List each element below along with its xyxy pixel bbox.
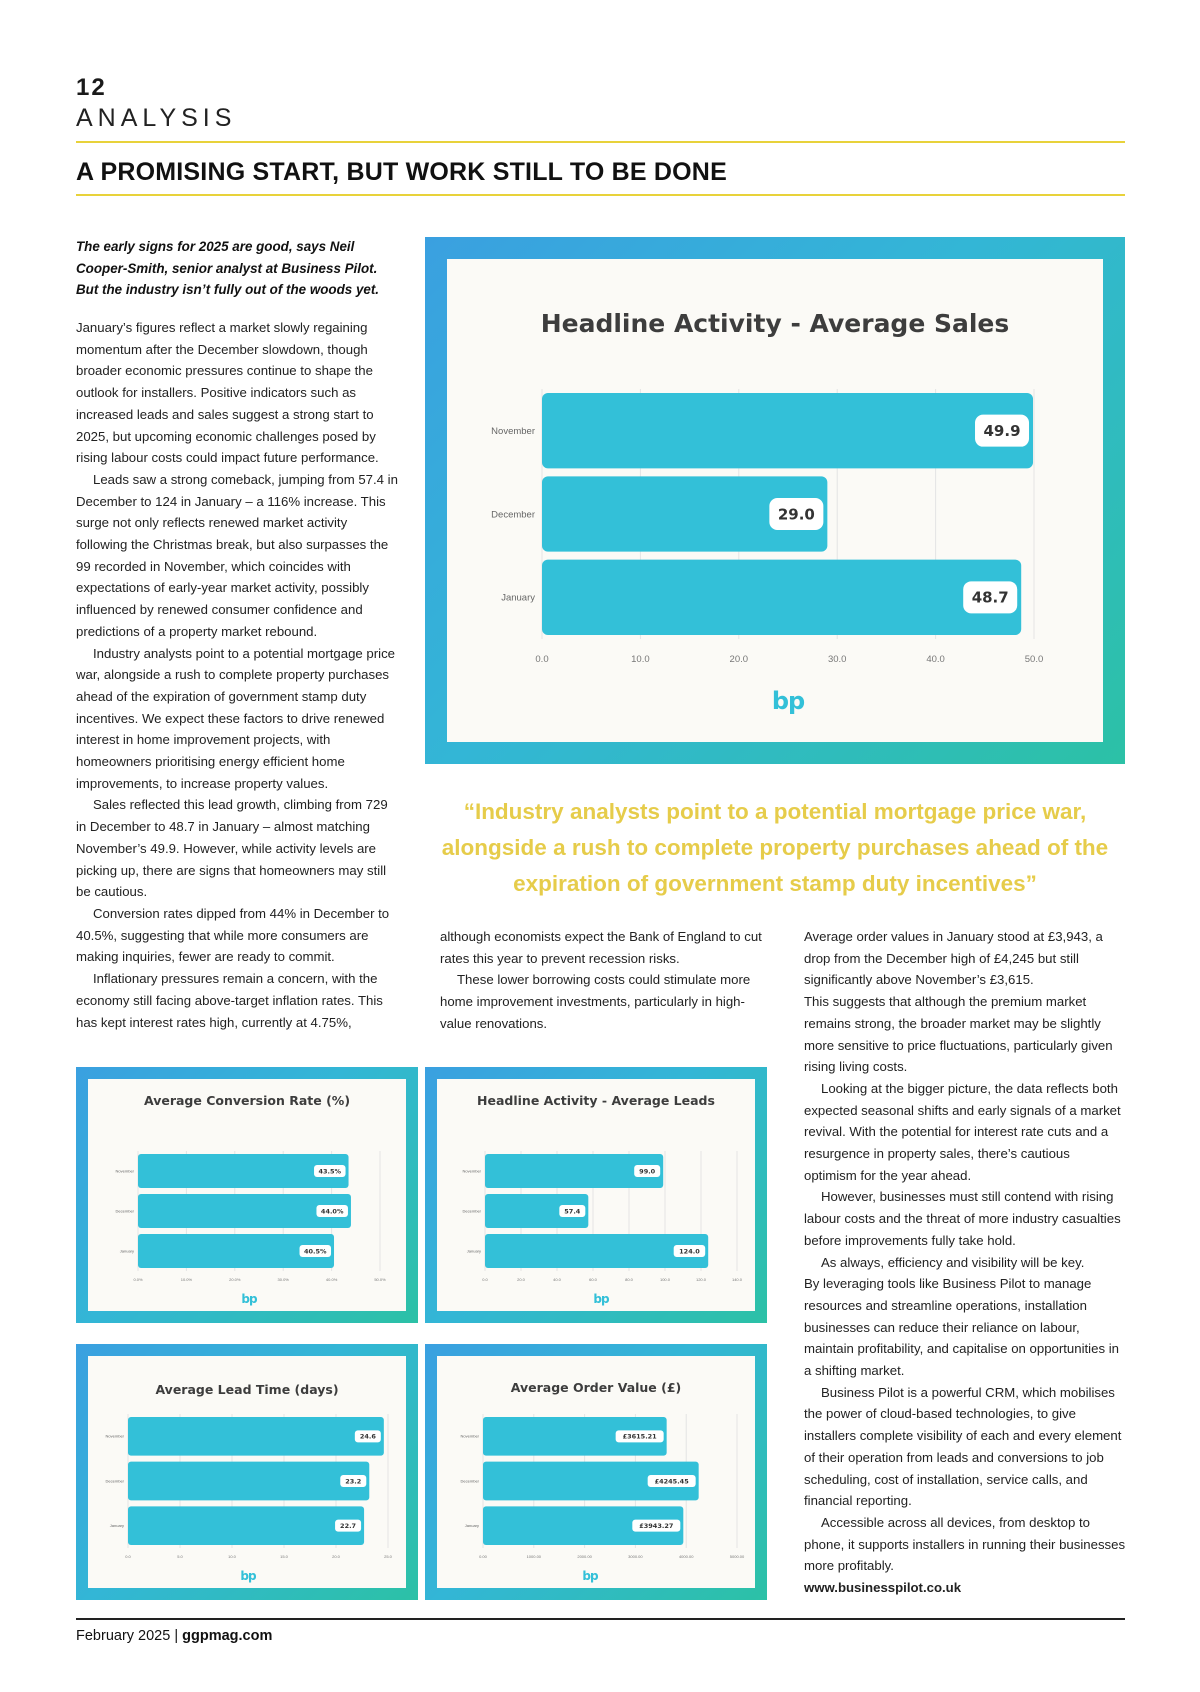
tick-label: 10.0: [631, 654, 650, 665]
article-headline: A PROMISING START, BUT WORK STILL TO BE DONE: [76, 158, 727, 186]
tick-label: 10.0%: [180, 1277, 193, 1282]
paragraph: Sales reflected this lead growth, climbing from 729 in December to 48.7 in January – almost matching November’s 49.9. However, while activity levels are picking up, there are signs that homeowners may still be cautious.: [76, 797, 388, 900]
chart-order-value: [437, 1356, 755, 1588]
paragraph: Inflationary pressures remain a concern, with the economy still facing above-target inflation rates. This has kept interest rates high, currently at 4.75%,: [76, 971, 383, 1030]
chart-title: Average Order Value (£): [510, 1380, 682, 1395]
category-label: December: [115, 1208, 134, 1214]
chart-frame-lead-time: [76, 1344, 418, 1600]
bar-january: [128, 1506, 364, 1545]
paragraph: Average order values in January stood at £3,943, a drop from the December high of £4,245 but still significantly above November’s £3,615.: [804, 929, 1103, 988]
paragraph: Accessible across all devices, from desktop to phone, it supports installers in running their businesses more profitably.: [804, 1514, 1126, 1574]
pull-quote: “Industry analysts point to a potential mortgage price war, alongside a rush to complete property purchases ahead of the expiration of government stamp duty incentives”: [441, 799, 1109, 896]
chart-frame-order-value: [425, 1344, 767, 1600]
business-pilot-logo: bp: [240, 1569, 256, 1583]
data-label: 40.5%: [303, 1247, 327, 1256]
tick-label: 1000.00: [526, 1554, 542, 1559]
tick-label: 3000.00: [628, 1554, 643, 1559]
paragraph: As always, efficiency and visibility will be key.: [821, 1254, 1085, 1270]
tick-label: 50.0%: [374, 1277, 386, 1282]
bar-december: [128, 1462, 369, 1501]
tick-label: 0.0%: [133, 1277, 143, 1282]
data-label: £3943.27: [639, 1522, 674, 1531]
tick-label: 140.0: [731, 1277, 743, 1282]
chart-lead-time: [88, 1356, 406, 1588]
tick-label: 30.0: [827, 654, 847, 665]
tick-label: 40.0: [553, 1277, 561, 1282]
footer-rule: [76, 1618, 1125, 1620]
data-label: 24.6: [359, 1432, 376, 1441]
tick-label: 2000.00: [577, 1554, 592, 1559]
paragraph: January’s figures reflect a market slowly regaining momentum after the December slowdown, though broader economic pressures continue to shape the outlook for installers. Positive indicators such as increased leads and sales suggest a strong start to 2025, but upcoming economic challenges posed by rising labour costs could impact future performance.: [76, 320, 379, 466]
paragraph: Business Pilot is a powerful CRM, which mobilises the power of cloud-based technologies, to give installers complete visibility of each and every element of their operation from leads and conversions to job scheduling, cost of installation, service calls, and financial reporting.: [804, 1384, 1122, 1509]
tick-label: 30.0%: [277, 1277, 289, 1282]
category-label: January: [464, 1523, 479, 1529]
data-label: £3615.21: [622, 1432, 657, 1441]
business-pilot-logo: bp: [582, 1569, 598, 1583]
footer-date: February 2025 |: [76, 1628, 183, 1644]
category-label: November: [115, 1168, 134, 1174]
business-pilot-logo: bp: [771, 687, 805, 715]
tick-label: 50.0: [1024, 654, 1044, 665]
paragraph: Leads saw a strong comeback, jumping from 57.4 in December to 124 in January – a 116% increase. This surge not only reflects renewed market activity following the Christmas break, but also surpasses the 99 recorded in November, which coincides with expectations of early-year market activity, possibly influenced by renewed consumer confidence and predictions of a property market rebound.: [76, 471, 398, 639]
category-label: December: [105, 1478, 124, 1484]
business-pilot-logo: bp: [241, 1292, 257, 1306]
paragraph: By leveraging tools like Business Pilot to manage resources and streamline operations, installation businesses can reduce their reliance on labour, maintain profitability, and capitalise on opportunities in a shifting market.: [804, 1276, 1119, 1379]
tick-label: 120.0: [695, 1277, 707, 1282]
tick-label: 0.0: [535, 654, 549, 665]
chart-average-leads: [437, 1079, 755, 1311]
section-label: ANALYSIS: [76, 104, 237, 132]
tick-label: 0.00: [479, 1554, 487, 1559]
chart-title: Headline Activity - Average Sales: [540, 309, 1010, 338]
footer-site-link[interactable]: ggpmag.com: [182, 1628, 273, 1644]
tick-label: 60.0: [589, 1277, 597, 1282]
tick-label: 20.0%: [229, 1277, 241, 1282]
category-label: November: [105, 1433, 124, 1439]
data-label: 99.0: [639, 1167, 656, 1176]
chart-title: Average Conversion Rate (%): [143, 1093, 351, 1108]
tick-label: 40.0%: [325, 1277, 338, 1282]
category-label: November: [491, 425, 535, 437]
data-label: 49.9: [983, 422, 1021, 441]
tick-label: 5000.00: [729, 1554, 745, 1559]
data-label: 22.7: [340, 1522, 357, 1531]
category-label: January: [119, 1248, 134, 1254]
paragraph: These lower borrowing costs could stimulate more home improvement investments, particularly in high-value renovations.: [440, 972, 751, 1031]
tick-label: 0.0: [482, 1277, 488, 1282]
tick-label: 80.0: [625, 1277, 633, 1282]
chart-frame-average-sales: [425, 237, 1125, 764]
category-label: December: [462, 1208, 481, 1214]
category-label: January: [109, 1523, 124, 1529]
chart-title: Average Lead Time (days): [155, 1382, 339, 1397]
tick-label: 25.0: [384, 1554, 392, 1559]
tick-label: 40.0: [926, 654, 945, 665]
data-label: 44.0%: [320, 1207, 344, 1216]
category-label: December: [491, 509, 535, 521]
bar-january: [542, 560, 1021, 635]
paragraph: Industry analysts point to a potential mortgage price war, alongside a rush to complete property purchases ahead of the expiration of government stamp duty incentives. We expect these factors to drive renewed interest in home improvement projects, with homeowners prioritising energy efficient home improvements, to increase property values.: [76, 645, 396, 791]
tick-label: 0.0: [125, 1554, 131, 1559]
chart-frame-conversion-rate: [76, 1067, 418, 1323]
standfirst: The early signs for 2025 are good, says Neil Cooper-Smith, senior analyst at Business Pilot. But the industry isn’t fully out of the woods yet.: [76, 239, 380, 297]
chart-title: Headline Activity - Average Leads: [477, 1093, 715, 1108]
tick-label: 20.0: [517, 1277, 525, 1282]
chart-average-sales: [447, 259, 1103, 742]
tick-label: 10.0: [228, 1554, 236, 1559]
paragraph: Looking at the bigger picture, the data reflects both expected seasonal shifts and early signals of a market revival. With the potential for interest rate cuts and a resurgence in property sales, there’s cautious optimism for the year ahead.: [804, 1080, 1121, 1183]
article-column-1: [76, 317, 398, 1033]
paragraph: However, businesses must still contend with rising labour costs and the threat of more industry casualties before improvements fully take hold.: [804, 1189, 1121, 1248]
data-label: 124.0: [679, 1247, 700, 1256]
business-pilot-link[interactable]: www.businesspilot.co.uk: [804, 1580, 962, 1596]
paragraph: although economists expect the Bank of England to cut rates this year to prevent recession risks.: [440, 929, 762, 966]
data-label: 43.5%: [318, 1167, 342, 1176]
bar-november: [542, 393, 1033, 468]
chart-conversion-rate: [88, 1079, 406, 1311]
data-label: 29.0: [777, 505, 815, 524]
tick-label: 5.0: [177, 1554, 183, 1559]
category-label: November: [460, 1433, 479, 1439]
page-number: 12: [76, 74, 107, 101]
data-label: 48.7: [971, 588, 1009, 607]
bar-november: [128, 1417, 384, 1456]
category-label: December: [460, 1478, 479, 1484]
tick-label: 20.0: [729, 654, 749, 665]
category-label: January: [501, 592, 535, 604]
tick-label: 100.0: [659, 1277, 671, 1282]
data-label: £4245.45: [654, 1477, 689, 1486]
header-rule-top: [76, 141, 1125, 143]
header-rule-bottom: [76, 194, 1125, 196]
category-label: January: [466, 1248, 481, 1254]
tick-label: 4000.00: [678, 1554, 694, 1559]
article-column-3: [804, 926, 1126, 1599]
tick-label: 15.0: [280, 1554, 288, 1559]
paragraph: Conversion rates dipped from 44% in December to 40.5%, suggesting that while more consumers are making inquiries, fewer are ready to commit.: [76, 905, 390, 965]
data-label: 57.4: [564, 1207, 581, 1216]
chart-frame-average-leads: [425, 1067, 767, 1323]
article-column-2: [440, 926, 762, 1035]
paragraph: This suggests that although the premium market remains strong, the broader market may be slightly more sensitive to price fluctuations, particularly given rising living costs.: [804, 994, 1113, 1075]
category-label: November: [462, 1168, 481, 1174]
business-pilot-logo: bp: [593, 1292, 609, 1306]
data-label: 23.2: [345, 1477, 362, 1486]
tick-label: 20.0: [332, 1554, 340, 1559]
page-footer: [76, 1628, 272, 1644]
